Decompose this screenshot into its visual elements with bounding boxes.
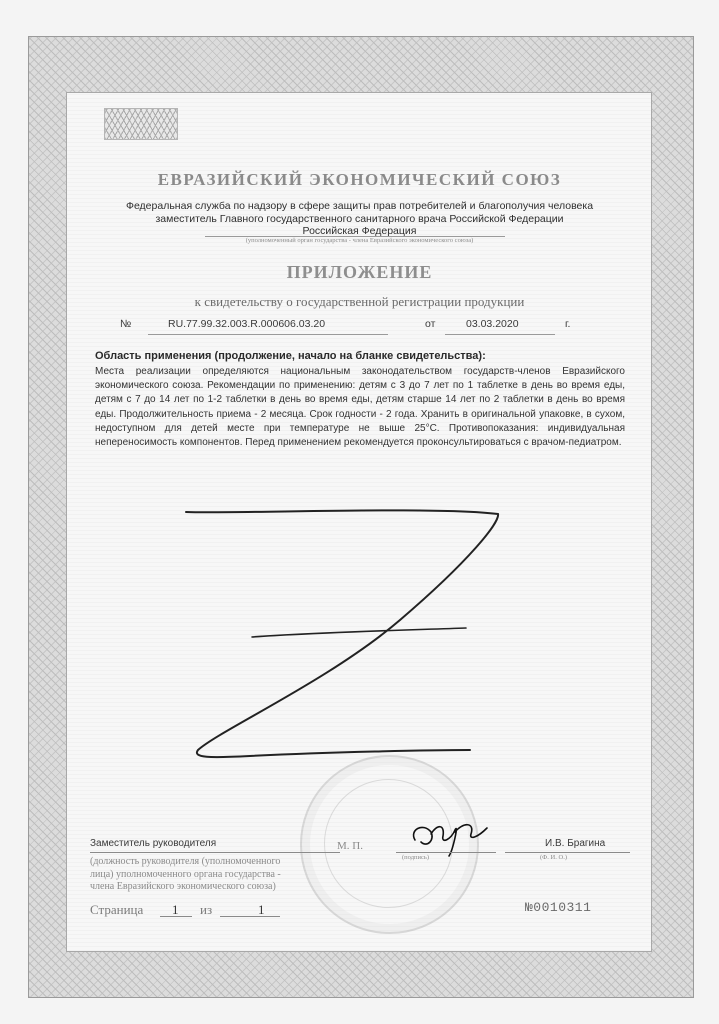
position-note-line-2: лица) уполномоченного органа государства -	[90, 868, 281, 880]
security-pattern-badge	[104, 108, 178, 140]
agency-note: (уполномоченный орган государства - члена Евразийского экономического союза)	[245, 237, 474, 244]
scope-heading: Область применения (продолжение, начало на бланке свидетельства):	[95, 350, 486, 362]
agency-line-2: заместитель Главного государственного санитарного врача Российской Федерации	[155, 213, 564, 225]
blank-space-z-mark	[180, 500, 510, 770]
number-label: №	[120, 318, 132, 330]
document-subtitle: к свидетельству о государственной регистрации продукции	[194, 294, 525, 309]
document-title: ПРИЛОЖЕНИЕ	[286, 262, 433, 282]
number-underline	[148, 334, 388, 335]
signer-position: Заместитель руководителя	[90, 838, 217, 849]
scope-text: Места реализации определяются национальным законодательством государств-членов Евразийского экономического союза. Рекомендации по применению: детям с 3 до 7 лет по 1 таблетке в день во время еды, детям с 7 до 14 лет по 1-2 таблетки в день во время еды, детям старше 14 лет по 2 таблетки в день во время еды. Продолжительность приема - 2 месяца. Срок годности - 2 года. Хранить в оригинальной упаковке, в сухом, недоступном для детей месте при температуре не выше 25°С. Противопоказания: индивидуальная непереносимость компонентов. Перед применением рекомендуется проконсультироваться с врачом-педиатром.	[95, 366, 625, 449]
agency-line-1: Федеральная служба по надзору в сфере защиты прав потребителей и благополучия человека	[125, 200, 594, 212]
registration-number: RU.77.99.32.003.R.000606.03.20	[168, 318, 326, 330]
page-current-underline	[160, 916, 192, 917]
union-title: ЕВРАЗИЙСКИЙ ЭКОНОМИЧЕСКИЙ СОЮЗ	[157, 170, 562, 189]
signature-note: (подпись)	[402, 854, 429, 861]
stamp-place-label: М. П.	[337, 840, 363, 852]
date-underline	[445, 334, 555, 335]
agency-line-3: Российская Федерация	[302, 225, 417, 237]
registration-date: 03.03.2020	[466, 318, 519, 330]
position-note-line-3: члена Евразийского экономического союза)	[90, 881, 276, 892]
date-label: от	[425, 318, 436, 330]
page-label: Страница	[90, 902, 144, 917]
signature-underline	[396, 852, 496, 853]
page-current: 1	[172, 902, 179, 917]
name-note: (Ф. И. О.)	[540, 854, 567, 861]
position-note	[90, 856, 340, 894]
name-underline	[505, 852, 630, 853]
serial-number: №0010311	[525, 900, 592, 915]
page-total: 1	[258, 902, 265, 917]
page-of-label: из	[200, 902, 213, 917]
page-total-underline	[220, 916, 280, 917]
signer-name: И.В. Брагина	[545, 838, 606, 849]
year-suffix: г.	[565, 318, 571, 330]
position-note-line-1: (должность руководителя (уполномоченного	[90, 856, 281, 867]
position-underline	[90, 852, 340, 853]
